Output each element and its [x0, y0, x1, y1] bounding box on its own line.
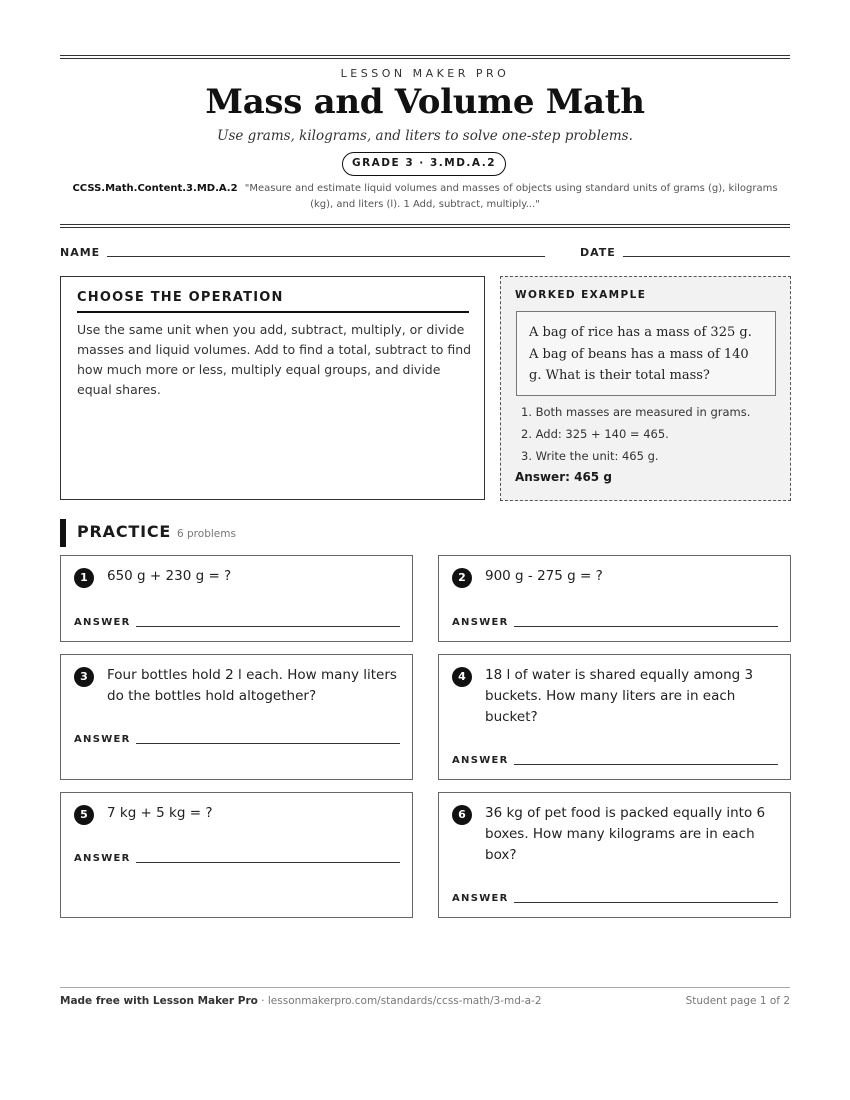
problem-card-4	[438, 654, 791, 780]
answer-label: ANSWER	[74, 617, 131, 628]
header-rule-bottom	[60, 224, 790, 225]
grade-badge: GRADE 3 · 3.MD.A.2	[342, 152, 506, 176]
footer-url[interactable]: · lessonmakerpro.com/standards/ccss-math/3-md-a-2	[257, 995, 542, 1007]
page-title: Mass and Volume Math	[205, 82, 645, 122]
worked-example-step: 1. Both masses are measured in grams.	[521, 405, 751, 419]
answer-field[interactable]	[514, 902, 778, 903]
worked-example-panel	[500, 276, 791, 501]
practice-accent-bar	[60, 519, 66, 547]
worked-example-step: 2. Add: 325 + 140 = 465.	[521, 427, 669, 441]
footer-rule	[60, 987, 790, 988]
problem-card-2	[438, 555, 791, 642]
problem-text: 18 l of water is shared equally among 3 buckets. How many liters are in each bucket?	[485, 667, 754, 725]
problem-number: 3	[74, 667, 94, 687]
answer-field[interactable]	[136, 626, 400, 627]
footer-page-number: Student page 1 of 2	[685, 995, 790, 1007]
worked-example-answer: Answer: 465 g	[515, 470, 612, 484]
standard-text: "Measure and estimate liquid volumes and masses of objects using standard units of grams (g), kilograms (kg), and liters (l). 1 Add, subtract, multiply..."	[244, 183, 778, 210]
problem-text: 36 kg of pet food is packed equally into 6 boxes. How many kilograms are in each box?	[485, 805, 766, 863]
problem-number: 5	[74, 805, 94, 825]
worked-example-steps	[521, 401, 750, 467]
problem-number: 2	[452, 568, 472, 588]
problem-card-5	[60, 792, 413, 918]
brand-label: LESSON MAKER PRO	[340, 67, 510, 80]
answer-label: ANSWER	[452, 755, 509, 766]
standard-code: CCSS.Math.Content.3.MD.A.2	[72, 183, 238, 194]
answer-field[interactable]	[136, 862, 400, 863]
answer-field[interactable]	[514, 764, 778, 765]
problem-number: 4	[452, 667, 472, 687]
answer-field[interactable]	[136, 743, 400, 744]
date-label: DATE	[580, 246, 616, 259]
answer-label: ANSWER	[74, 734, 131, 745]
problem-number: 6	[452, 805, 472, 825]
operation-panel	[60, 276, 485, 500]
practice-title: PRACTICE	[77, 522, 172, 541]
page-subtitle: Use grams, kilograms, and liters to solve one-step problems.	[217, 128, 633, 144]
header-rule-bottom-inner	[60, 227, 790, 228]
answer-label: ANSWER	[74, 853, 131, 864]
problem-text: Four bottles hold 2 l each. How many liters do the bottles hold altogether?	[107, 667, 397, 704]
worked-example-step: 3. Write the unit: 465 g.	[521, 449, 659, 463]
date-field[interactable]	[623, 256, 790, 257]
name-label: NAME	[60, 246, 101, 259]
problem-card-1	[60, 555, 413, 642]
header-rule-top-inner	[60, 58, 790, 59]
operation-heading: CHOOSE THE OPERATION	[77, 290, 469, 313]
problem-text: 900 g - 275 g = ?	[485, 568, 603, 584]
operation-body: Use the same unit when you add, subtract, multiply, or divide masses and liquid volumes. Add to find a total, subtract to find how much more or less, multiply equal groups, and divide equal shares.	[77, 322, 472, 397]
problem-card-6	[438, 792, 791, 918]
worked-example-problem: A bag of rice has a mass of 325 g. A bag of beans has a mass of 140 g. What is their total mass?	[516, 311, 776, 396]
header-rule-top	[60, 55, 790, 56]
name-field[interactable]	[107, 256, 545, 257]
worked-example-heading: WORKED EXAMPLE	[515, 289, 647, 301]
footer-made-with: Made free with Lesson Maker Pro	[60, 995, 258, 1007]
footer-credit	[60, 995, 542, 1007]
answer-field[interactable]	[514, 626, 778, 627]
standard-description	[60, 181, 790, 213]
answer-label: ANSWER	[452, 617, 509, 628]
problem-text: 7 kg + 5 kg = ?	[107, 805, 213, 821]
problem-number: 1	[74, 568, 94, 588]
problem-text: 650 g + 230 g = ?	[107, 568, 232, 584]
practice-count: 6 problems	[177, 528, 236, 540]
answer-label: ANSWER	[452, 893, 509, 904]
problem-card-3	[60, 654, 413, 780]
